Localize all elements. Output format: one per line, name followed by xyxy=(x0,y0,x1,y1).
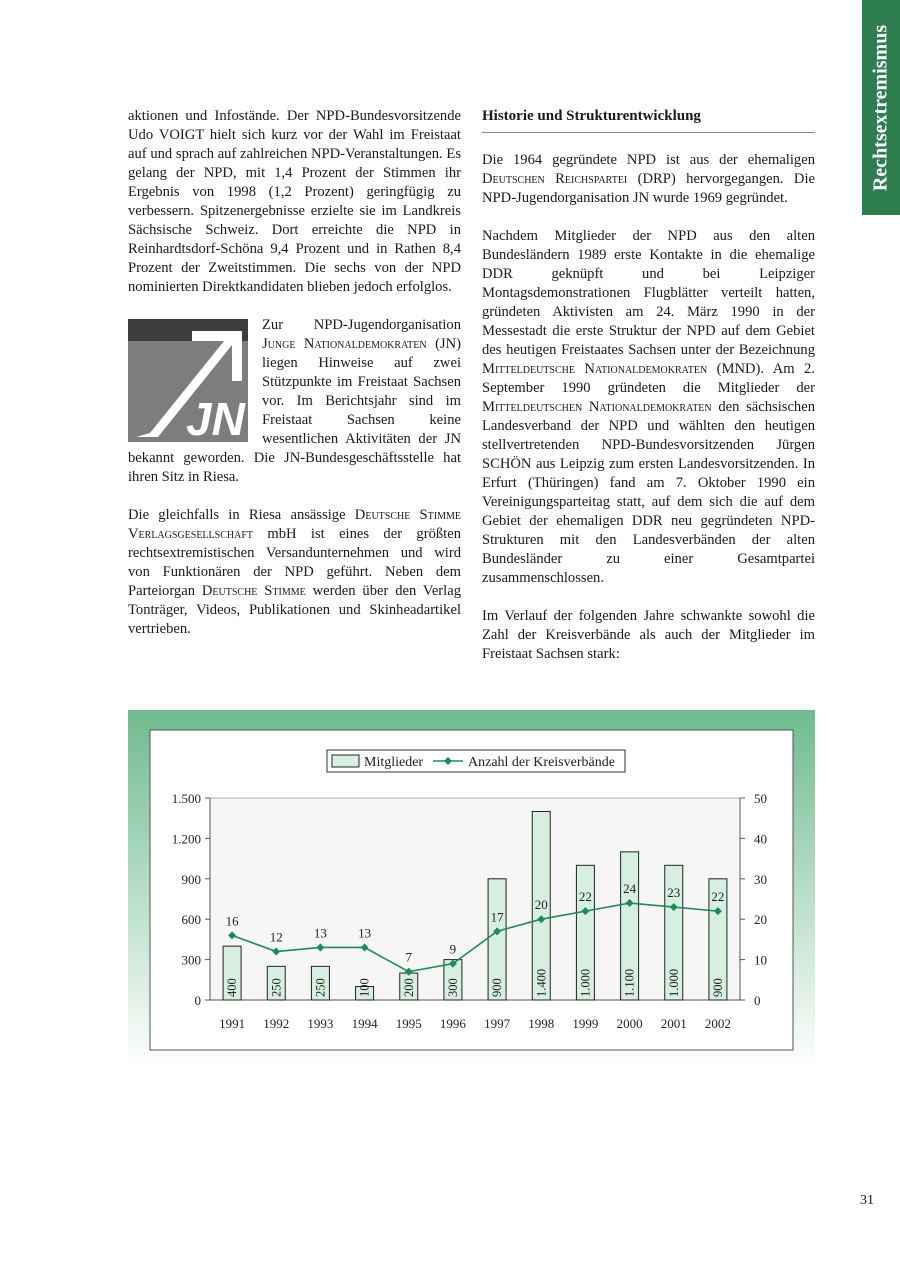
right-paragraph-2-text-b: (MND). Am 2. September 1990 gründeten die Mitglieder der xyxy=(482,361,815,396)
deutsche-stimme-term: Deutsche Stimme xyxy=(201,583,306,599)
bar-value-label: 900 xyxy=(490,978,505,997)
bar-value-label: 1.000 xyxy=(666,968,681,997)
page-number: 31 xyxy=(860,1193,874,1208)
bar-value-label: 1.000 xyxy=(578,968,593,997)
plot-area xyxy=(210,798,740,1000)
line-value-label: 24 xyxy=(623,881,637,897)
legend-label-kreisverbaende: Anzahl der Kreisverbände xyxy=(468,755,615,770)
left-paragraph-2 xyxy=(128,316,461,487)
right-paragraph-2 xyxy=(482,227,815,588)
left-tick-label: 0 xyxy=(194,993,201,1008)
right-paragraph-1 xyxy=(482,151,815,208)
left-paragraph-2-text-b: (JN) liegen Hinweise auf zwei Stützpunkte im Freistaat Sachsen vor. Im Berichtsjahr sind im Freistaat Sachsen keine wesentlichen Aktivitäten der JN bekannt geworden. Die JN-Bundesgeschäftsstelle hat ihren Sitz in Riesa. xyxy=(128,336,462,485)
bar-value-label: 250 xyxy=(269,978,284,997)
right-tick-label: 40 xyxy=(754,831,767,847)
membership-chart xyxy=(128,710,815,1070)
line-value-label: 16 xyxy=(225,913,239,929)
bar-value-label: 1.400 xyxy=(534,968,549,997)
right-tick-label: 50 xyxy=(754,791,767,806)
x-tick-label: 1999 xyxy=(572,1016,599,1031)
left-paragraph-3 xyxy=(128,506,461,639)
x-tick-label: 1991 xyxy=(219,1016,246,1031)
right-tick-label: 10 xyxy=(754,952,767,968)
x-tick-label: 1993 xyxy=(307,1016,334,1031)
line-value-label: 23 xyxy=(667,885,681,901)
line-value-label: 22 xyxy=(711,889,725,905)
line-value-label: 13 xyxy=(358,925,372,941)
left-tick-label: 600 xyxy=(181,912,201,928)
left-column xyxy=(128,107,461,658)
left-paragraph-3-text: Die gleichfalls in Riesa ansässige xyxy=(128,507,355,523)
line-value-label: 20 xyxy=(534,897,548,913)
line-value-label: 22 xyxy=(578,889,592,905)
mnd-term-2: Mitteldeutschen Nationaldemokraten xyxy=(482,399,712,415)
x-tick-label: 2001 xyxy=(660,1016,687,1031)
right-tick-label: 30 xyxy=(754,871,767,887)
line-value-label: 12 xyxy=(269,929,283,945)
right-column xyxy=(482,107,815,683)
mnd-term: Mitteldeutsche Nationaldemokraten xyxy=(482,361,708,377)
x-tick-label: 1998 xyxy=(528,1016,555,1031)
legend-swatch-mitglieder xyxy=(332,755,359,767)
right-paragraph-2-text-c: den sächsischen Landesverband der NPD und wählten den heutigen stellvertretenden NPD-Bundesvorsitzenden Jürgen SCHÖN aus Leipzig zum ersten Landesvorsitzenden. In Erfurt (Thüringen) fand am 7. Oktober 1990 ein Vereinigungsparteitag statt, auf dem sich die auf dem Gebiet der ehemaligen DDR neu gegründeten NPD-Strukturen mit den Landesverbänden der alten Bundesländer zu einer Gesamtpartei zusammenschlossen. xyxy=(482,399,815,586)
line-value-label: 17 xyxy=(490,909,504,925)
legend-label-mitglieder: Mitglieder xyxy=(364,755,424,770)
left-tick-label: 1.500 xyxy=(171,791,201,806)
right-tick-label: 20 xyxy=(754,912,767,928)
line-value-label: 9 xyxy=(449,941,457,957)
bar-value-label: 250 xyxy=(313,978,328,997)
section-heading: Historie und Strukturentwicklung xyxy=(482,107,815,133)
bar-value-label: 200 xyxy=(401,978,416,997)
left-tick-label: 1.200 xyxy=(171,831,201,847)
right-paragraph-1-text-b: (DRP) hervorgegangen. Die NPD-Jugendorganisation JN wurde 1969 gegründet. xyxy=(482,171,815,206)
right-tick-label: 0 xyxy=(754,993,761,1008)
chart-panel xyxy=(128,710,815,1070)
section-tab xyxy=(862,0,900,215)
x-tick-label: 1995 xyxy=(395,1016,422,1031)
x-tick-label: 1996 xyxy=(439,1016,466,1031)
bar-value-label: 300 xyxy=(445,978,460,997)
left-paragraph-2-text: Zur NPD-Jugendorganisation xyxy=(262,317,461,333)
drp-term: Deutschen Reichspartei xyxy=(482,171,628,187)
jn-logo-image xyxy=(128,319,248,442)
x-tick-label: 2000 xyxy=(616,1016,643,1031)
line-value-label: 7 xyxy=(405,949,412,965)
left-paragraph-3-text-b: mbH ist eines der größten rechtsextremistischen Versandunternehmen und wird von Funktionären der NPD geführt. Neben dem Parteiorgan xyxy=(128,526,461,599)
jn-logo-letters: JN xyxy=(186,393,245,442)
right-paragraph-1-text: Die 1964 gegründete NPD ist aus der ehemaligen xyxy=(482,152,815,168)
x-tick-label: 1992 xyxy=(263,1016,290,1031)
left-paragraph-3-text-c: werden über den Verlag Tonträger, Videos, Publikationen und Skinheadartikel vertrieben. xyxy=(128,583,461,637)
bar-value-label: 100 xyxy=(357,978,372,997)
section-tab-label: Rechtsextremismus xyxy=(869,24,892,191)
deutsche-stimme-verlag-term: Deutsche Stimme Verlagsgesellschaft xyxy=(128,507,461,542)
jn-logo-graphic xyxy=(128,319,248,442)
bar-value-label: 400 xyxy=(225,978,240,997)
x-tick-label: 2002 xyxy=(704,1016,731,1031)
line-value-label: 13 xyxy=(313,925,327,941)
x-tick-label: 1997 xyxy=(484,1016,511,1031)
junge-nationaldemokraten-term: Junge Nationaldemokraten xyxy=(262,336,427,352)
right-paragraph-3: Im Verlauf der folgenden Jahre schwankte sowohl die Zahl der Kreisverbände als auch der Mitglieder im Freistaat Sachsen stark: xyxy=(482,608,815,662)
left-tick-label: 900 xyxy=(181,871,201,887)
left-tick-label: 300 xyxy=(181,952,201,968)
bar-value-label: 900 xyxy=(710,978,725,997)
bar-value-label: 1.100 xyxy=(622,968,637,997)
x-tick-label: 1994 xyxy=(351,1016,378,1031)
right-paragraph-2-text: Nachdem Mitglieder der NPD aus den alten Bundesländern 1989 erste Kontakte in die ehemalige DDR geknüpft und bei Leipziger Montagsdemonstrationen Flugblätter verteilt hatten, gründeten Aktivisten am 24. März 1990 in der Messestadt die erste Struktur der NPD auf dem Gebiet des heutigen Freistaates Sachsen unter der Bezeichnung xyxy=(482,228,815,358)
left-paragraph-1: aktionen und Infostände. Der NPD-Bundesvorsitzende Udo VOIGT hielt sich kurz vor der Wahl im Freistaat auf und sprach auf zahlreichen NPD-Veranstaltungen. Es gelang der NPD, mit 1,4 Prozent der Stimmen ihr Ergebnis von 1998 (1,2 Prozent) geringfügig zu verbessern. Spitzenergebnisse erzielte sie im Landkreis Sächsische Schweiz. Dort erreichte die NPD in Reinhardtsdorf-Schöna 9,4 Prozent und in Rathen 8,4 Prozent der Zweitstimmen. Die sechs von der NPD nominierten Direktkandidaten blieben jedoch erfolglos. xyxy=(128,108,461,295)
